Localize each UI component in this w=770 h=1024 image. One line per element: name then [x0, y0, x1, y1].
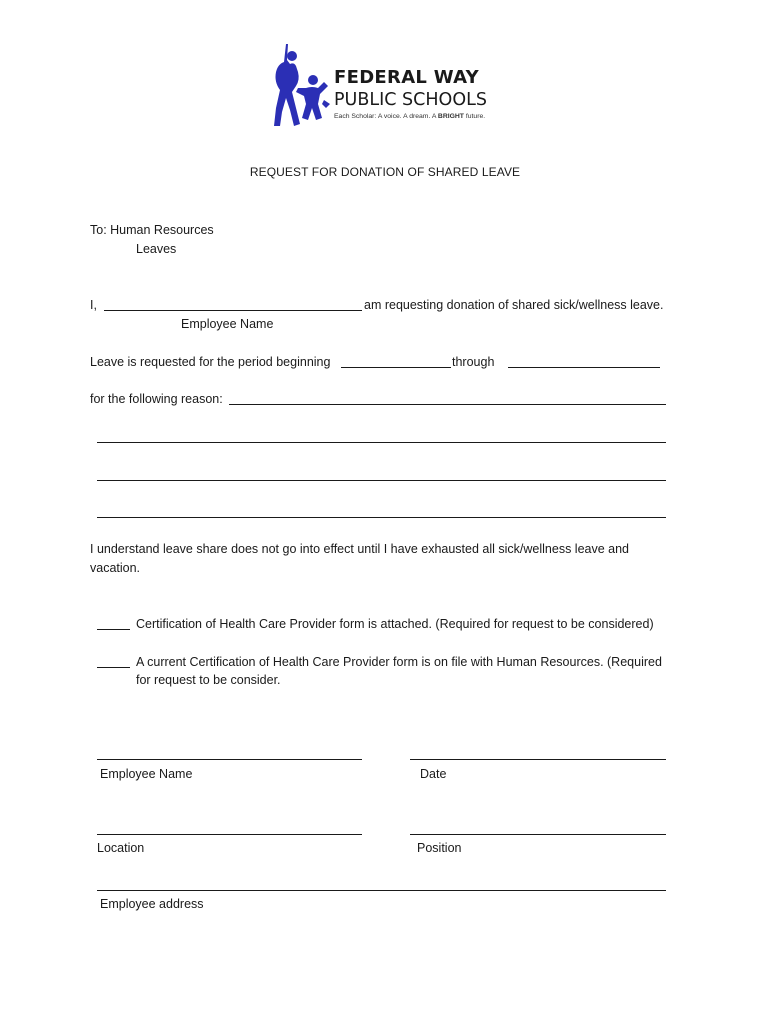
cert-attached-text: Certification of Health Care Provider form is attached. (Required for request to be considered): [136, 617, 654, 631]
period-start-blank[interactable]: [341, 367, 451, 368]
form-title: REQUEST FOR DONATION OF SHARED LEAVE: [249, 165, 521, 179]
reason-blank-4[interactable]: [97, 517, 666, 518]
logo-line-federal-way: FEDERAL WAY: [334, 67, 479, 88]
position-blank[interactable]: [410, 834, 666, 835]
cert-on-file-text-line2: for request to be consider.: [136, 673, 281, 687]
children-figure-icon: [268, 42, 330, 128]
reason-blank-1[interactable]: [229, 404, 666, 405]
understand-line1: I understand leave share does not go into effect until I have exhausted all sick/wellness leave and: [90, 542, 630, 556]
cert-on-file-checkbox-blank[interactable]: [97, 667, 130, 668]
to-label: To: Human Resources: [90, 223, 214, 237]
position-label: Position: [417, 841, 462, 855]
period-end-blank[interactable]: [508, 367, 660, 368]
period-prefix: Leave is requested for the period beginning: [90, 355, 331, 369]
understand-line2: vacation.: [90, 561, 141, 575]
employee-address-blank[interactable]: [97, 890, 666, 891]
period-through: through: [452, 355, 495, 369]
to-line2: Leaves: [136, 242, 177, 256]
i-prefix: I,: [90, 298, 97, 312]
date-label: Date: [420, 767, 447, 781]
reason-blank-2[interactable]: [97, 442, 666, 443]
employee-name-label: Employee Name: [100, 767, 193, 781]
logo-tagline: Each Scholar: A voice. A dream. A BRIGHT future.: [334, 113, 486, 120]
district-logo: [268, 42, 508, 128]
employee-name-signature-blank[interactable]: [97, 759, 362, 760]
location-label: Location: [97, 841, 145, 855]
date-blank[interactable]: [410, 759, 666, 760]
employee-address-label: Employee address: [100, 897, 204, 911]
i-suffix: am requesting donation of shared sick/wellness leave.: [364, 298, 664, 312]
cert-on-file-text: A current Certification of Health Care Provider form is on file with Human Resources. (Required: [136, 655, 662, 669]
reason-blank-3[interactable]: [97, 480, 666, 481]
cert-attached-checkbox-blank[interactable]: [97, 629, 130, 630]
reason-label: for the following reason:: [90, 392, 223, 406]
employee-name-blank[interactable]: [104, 310, 362, 311]
location-blank[interactable]: [97, 834, 362, 835]
logo-line-public-schools: PUBLIC SCHOOLS: [334, 90, 487, 110]
employee-name-caption: Employee Name: [181, 317, 274, 331]
